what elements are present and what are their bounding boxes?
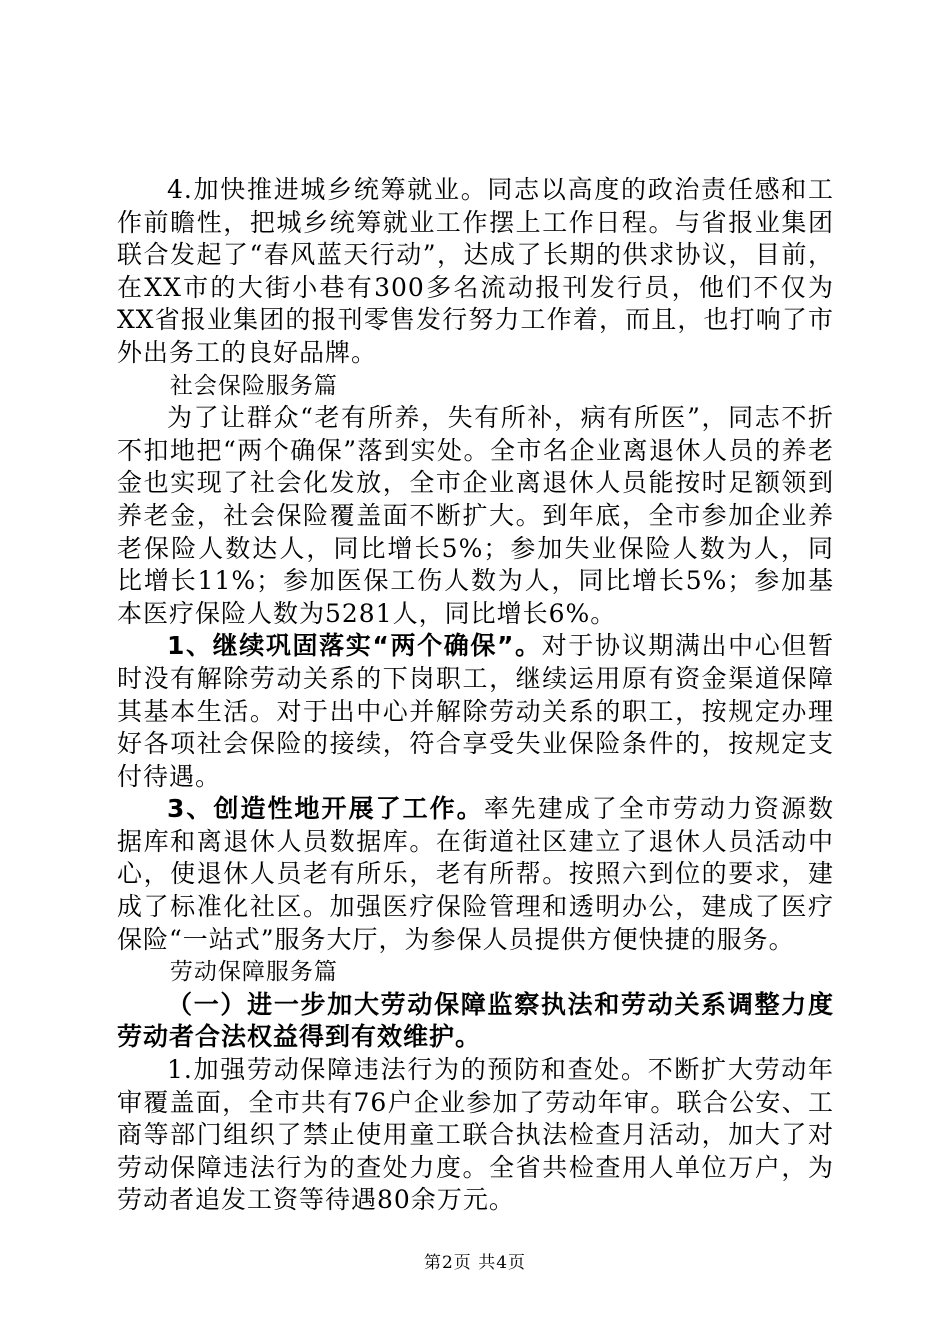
document-body bbox=[117, 174, 834, 1217]
paragraph-social-insurance-summary: 为了让群众“老有所养，失有所补，病有所医”，同志不折不扣地把“两个确保”落到实处。全市名企业离退休人员的养老金也实现了社会化发放，全市企业离退休人员能按时足额领到养老金，社会保险覆盖面不断扩大。到年底，全市参加企业养老保险人数达人，同比增长5%；参加失业保险人数为人，同比增长11%；参加医保工伤人数为人，同比增长5%；参加基本医疗保险人数为5281人，同比增长6%。 bbox=[117, 403, 834, 628]
paragraph-lead-creative-work: 3、创造性地开展了工作。 bbox=[167, 794, 484, 824]
subsection-heading-labor-inspection: （一）进一步加大劳动保障监察执法和劳动关系调整力度劳动者合法权益得到有效维护。 bbox=[117, 989, 834, 1052]
paragraph-creative-work bbox=[117, 793, 834, 956]
section-heading-social-insurance: 社会保险服务篇 bbox=[169, 372, 338, 399]
section-heading-labor-security: 劳动保障服务篇 bbox=[169, 959, 338, 986]
page-footer-page-number: 第2页 共4页 bbox=[423, 1253, 527, 1273]
paragraph-body-creative-work: 率先建成了全市劳动力资源数据库和离退休人员数据库。在街道社区建立了退休人员活动中心，使退休人员老有所乐，老有所帮。按照六到位的要求，建成了标准化社区。加强医疗保险管理和透明办公，建成了医疗保险“一站式”服务大厅，为参保人员提供方便快捷的服务。 bbox=[117, 794, 834, 954]
paragraph-two-guarantees bbox=[117, 630, 834, 793]
paragraph-labor-violation-prevention: 1.加强劳动保障违法行为的预防和查处。不断扩大劳动年审覆盖面，全市共有76户企业参加了劳动年审。联合公安、工商等部门组织了禁止使用童工联合执法检查月活动，加大了对劳动保障违法行为的查处力度。全省共检查用人单位万户，为劳动者追发工资等待遇80余万元。 bbox=[117, 1055, 834, 1215]
paragraph-body-two-guarantees: 对于协议期满出中心但暂时没有解除劳动关系的下岗职工，继续运用原有资金渠道保障其基本生活。对于出中心并解除劳动关系的职工，按规定办理好各项社会保险的接续，符合享受失业保险条件的，按规定支付待遇。 bbox=[117, 631, 834, 791]
paragraph-lead-two-guarantees: 1、继续巩固落实“两个确保”。 bbox=[167, 631, 542, 661]
paragraph-urban-rural-employment: 4.加快推进城乡统筹就业。同志以高度的政治责任感和工作前瞻性，把城乡统筹就业工作摆上工作日程。与省报业集团联合发起了“春风蓝天行动”，达成了长期的供求协议，目前，在XX市的大街小巷有300多名流动报刊发行员，他们不仅为XX省报业集团的报刊零售发行努力工作着，而且，也打响了市外出务工的良好品牌。 bbox=[117, 175, 834, 367]
